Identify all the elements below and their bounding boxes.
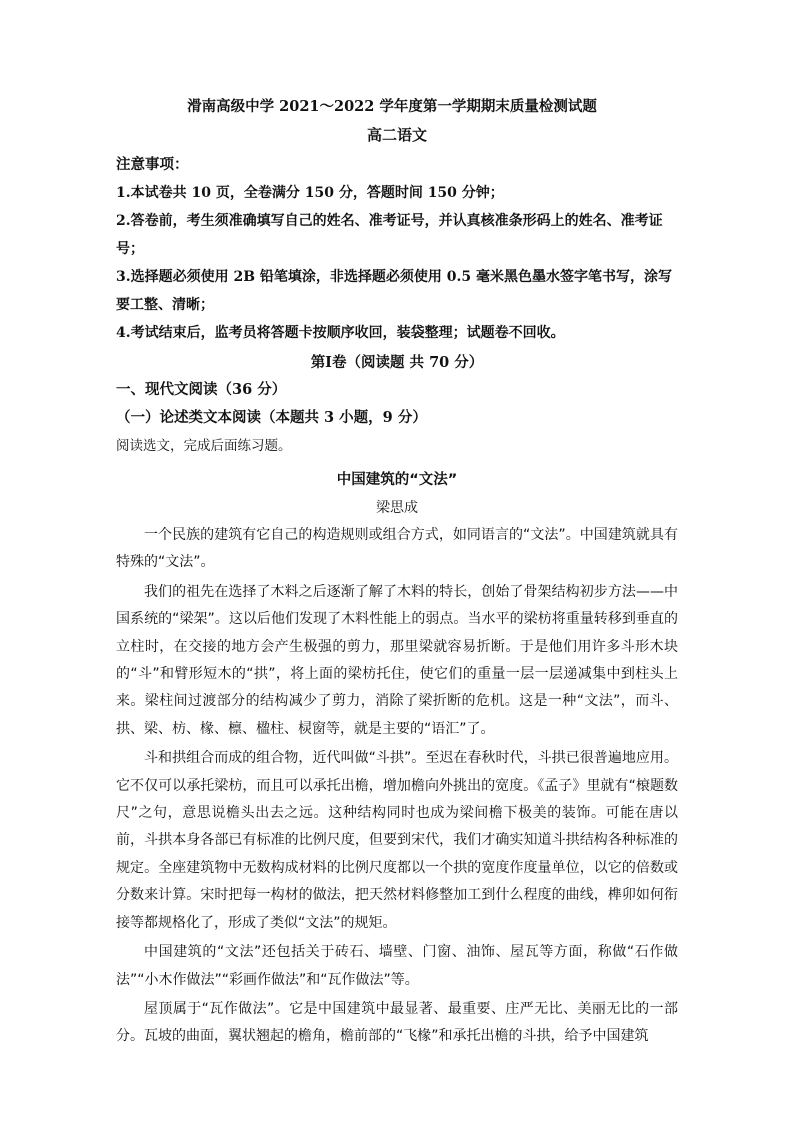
article-paragraph-4: 中国建筑的“文法”还包括关于砖石、墙壁、门窗、油饰、屋瓦等方面，称做“石作做法”“小木作做法”“彩画作做法”和“瓦作做法”等。 <box>116 944 678 988</box>
article-title: 中国建筑的“文法” <box>336 472 458 488</box>
notice-heading: 注意事项： <box>116 156 189 173</box>
reading-instruction: 阅读选文，完成后面练习题。 <box>116 438 292 454</box>
notice-item-1: 1.本试卷共 10 页，全卷满分 150 分，答题时间 150 分钟； <box>116 185 504 201</box>
section-title: 第Ⅰ卷（阅读题 共 70 分） <box>310 354 484 371</box>
exam-subject: 高二语文 <box>366 126 427 144</box>
article-paragraph-1: 一个民族的建筑有它自己的构造规则或组合方式，如同语言的“文法”。中国建筑就具有特殊的“文法”。 <box>116 527 678 571</box>
subpart-title: （一）论述类文本阅读（本题共 3 小题，9 分） <box>116 409 427 426</box>
exam-page <box>116 96 678 1051</box>
article-paragraph-2: 我们的祖先在选择了木料之后逐渐了解了木料的特长，创始了骨架结构初步方法——中国系统的“梁架”。这以后他们发现了木料性能上的弱点。当水平的梁枋将重量转移到垂直的立柱时，在交接的地方会产生极强的剪力，那里梁就容易折断。于是他们用许多斗形木块的“斗”和臂形短木的“拱”，将上面的梁枋托住，使它们的重量一层一层递减集中到柱头上来。梁柱间过渡部分的结构减少了剪力，消除了梁折断的危机。这是一种“文法”，而斗、拱、梁、枋、椽、檩、楹柱、棂窗等，就是主要的“语汇”了。 <box>116 583 678 737</box>
article-paragraph-5: 屋顶属于“瓦作做法”。它是中国建筑中最显著、最重要、庄严无比、美丽无比的一部分。瓦坡的曲面，翼状翘起的檐角，檐前部的“飞椽”和承托出檐的斗拱，给予中国建筑 <box>116 1000 678 1045</box>
notice-item-3: 3.选择题必须使用 2B 铅笔填涂，非选择题必须使用 0.5 毫米黑色墨水签字笔书写，涂写要工整、清晰； <box>116 269 673 313</box>
part-title: 一、现代文阅读（36 分） <box>116 381 287 398</box>
exam-title: 滑南高级中学 2021～2022 学年度第一学期期末质量检测试题 <box>187 98 597 115</box>
notice-list <box>116 179 678 347</box>
article-body <box>116 522 678 1051</box>
notice-item-4: 4.考试结束后，监考员将答题卡按顺序收回，装袋整理；试题卷不回收。 <box>116 325 565 341</box>
article-paragraph-3: 斗和拱组合而成的组合物，近代叫做“斗拱”。至迟在春秋时代，斗拱已很普遍地应用。它不仅可以承托梁枋，而且可以承托出檐，增加檐向外挑出的宽度。《孟子》里就有“榱题数尺”之句，意思说檐头出去之远。这种结构同时也成为梁间檐下极美的装饰。可能在唐以前，斗拱本身各部已有标准的比例尺度，但要到宋代，我们才确实知道斗拱结构各种标准的规定。全座建筑物中无数构成材料的比例尺度都以一个拱的宽度作度量单位，以它的倍数或分数来计算。宋时把每一构材的做法，把天然材料修整加工到什么程度的曲线，榫卯如何衔接等都规格化了，形成了类似“文法”的规矩。 <box>116 750 678 931</box>
notice-item-2: 2.答卷前，考生须准确填写自己的姓名、准考证号，并认真核准条形码上的姓名、准考证号； <box>116 213 663 257</box>
article-author: 梁思成 <box>376 500 418 516</box>
